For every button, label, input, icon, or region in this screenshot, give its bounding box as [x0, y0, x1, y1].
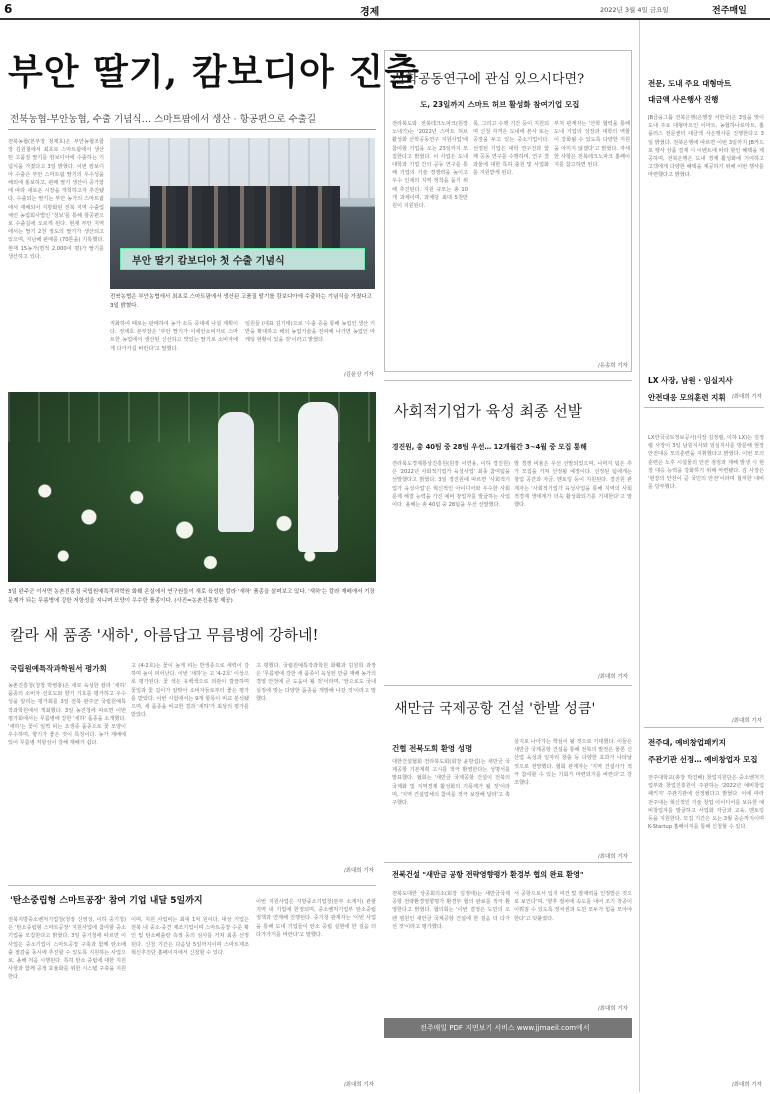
- lead-subhead: 전북농협-부안농협, 수출 기념식… 스마트팜에서 생산 · 항공편으로 수출길: [10, 114, 317, 125]
- airport-byline: /최대희 기자: [597, 854, 628, 860]
- people-group: [150, 186, 340, 248]
- sidebar: [640, 72, 766, 1092]
- airport-rule: [384, 685, 632, 686]
- sidebar-rule-1: [644, 407, 764, 408]
- page-number: 6: [4, 2, 13, 16]
- lead-headline: 부안 딸기, 캄보디아 진출: [8, 51, 420, 93]
- flower-photo: [8, 392, 376, 582]
- sidebar-2-byline: /최대희 기자: [731, 718, 762, 724]
- engineering-byline: /최대희 기자: [597, 1006, 628, 1012]
- airport-subhead: 건협 전북도회 환영 성명: [392, 744, 473, 753]
- engineering-rule: [384, 862, 632, 863]
- masthead: [0, 0, 770, 20]
- engineering-headline: 전북건설 "새만금 공항 전략영향평가 환경부 협의 완료 환영": [392, 870, 584, 879]
- section-label: 경제: [360, 7, 380, 18]
- sidebar-3-title: 전주대, 예비창업패키지: [648, 738, 726, 747]
- carbon-col-1: 전북지방중소벤처기업청(청장 신영성, 이하 중기청)은 '탄소중립형 스마트공장' 지원사업에 참여할 중소기업을 모집한다고 밝혔다. 3일 중기청에 따르면 이 사업은 중소기업이 스마트공장 구축과 함께 탄소배출 절감을 동시에 추진할 수 있도록 지원하는 사업으로, 올해 처음 시행된다. 특히 탄소 중립에 대한 지원사항과 함께 공정 효율화를 위한 시스템 구축을 지원한다.: [8, 917, 126, 981]
- researcher-figure: [218, 412, 254, 532]
- lead-col-1: 전북농협(본부장 정재호)은 부안농협조합장 김원철에서 최초로 스마트팜에서 생산된 고품질 딸기를 캄보디아에 수출하는 기념식을 가졌다고 3일 밝혔다. 이번 캄보디아 수출은 부안 스마트팜 딸기의 우수성을 해외에 홍보하고, 판매 딸기 생산이 증가함에 따라 새로운 시장을 개척하고자 추진됐다. 수출되는 딸기는 부안 농가의 스마트팜에서 재배되어 지방화된 전북 지역 수출업체인 농업회사법인 '청보'를 통해 항공편으로 수출길에 오르게 된다. 현재 부안 지역에서는 딸기 2천 정도의 딸기가 생산되고 있으며, 지난해 판매를 (70톤을) 기록했다. 현재 15농가(면적 2,000여 평)가 딸기를 생산하고 있다.: [8, 139, 104, 260]
- lead-photo-banner: 부안 딸기 캄보디아 첫 수출 기념식: [132, 256, 285, 267]
- footer-text: 전주매일 PDF 지면보기 서비스 www.jjmaeil.com에서: [420, 1024, 590, 1032]
- sidebar-3-byline: /최대희 기자: [731, 1082, 762, 1088]
- carbon-col-3: 이번 지원사업은 지방중소기업청(본부 소재지) 관할 지역 내 기업에 한정되며, 중소벤처기업부 탄소중립 정책과 연계해 진행된다. 중기청 관계자는 '이번 사업을 통해 도내 기업들이 탄소 중립 실현에 한 걸음 더 다가가기를 바란다'고 말했다.: [256, 899, 376, 938]
- research-byline: /유송희 기자: [597, 363, 628, 369]
- social-headline: 사회적기업가 육성 최종 선발: [394, 402, 583, 420]
- carbon-headline: '탄소중립형 스마트공장' 참여 기업 내달 5일까지: [10, 896, 203, 906]
- research-col-2: 목, 그리고 수행 기간 등이 지원되며 신청 자격은 도내에 본사 또는 공장을 두고 있는 중소기업이다. 선정된 기업은 대학 연구진과 함께 공동 연구를 수행하며, 연구 결과물에 대한 특허 출원 및 사업화를 지원받게 된다.: [473, 121, 549, 177]
- issue-date: 2022년 3월 4일 금요일: [600, 6, 669, 14]
- carbon-rule: [8, 885, 376, 886]
- social-col-2: 발 경쟁 비율은 우선 선발되었으며, 나머지 팀은 추가 모집을 거쳐 선정될 예정이다. 선정된 팀에게는 창업 공간과 자금, 멘토링 등이 지원된다. 경진원 관계자는 '사회적기업가 육성사업을 통해 지역의 사회적경제 생태계가 더욱 활성화되기를 기대한다'고 말했다.: [514, 461, 632, 509]
- engineering-col-2: 서 공항으로서 입지 여건 및 잠재력을 인정받은 것으로 보인다'며, '향후 절차에 속도를 내어 조기 착공이 이뤄질 수 있도록 정치권과 도민 모두가 힘을 모아야 한다'고 덧붙였다.: [514, 891, 632, 922]
- sidebar-2-body: LX한국국토정보공사(사장 김정렬, 이하 LX)는 김정렬 사장이 3일 남원지사와 임실지사를 방문해 현장안전대응 모의훈련을 지휘했다고 밝혔다. 이번 모의훈련은 노후 시설물의 안전 점검과 재해 발생 시 현장 대응 능력을 강화하기 위해 마련됐다. 김 사장은 '현장의 안전이 곧 국민의 안전'이라며 철저한 대비를 당부했다.: [648, 435, 764, 491]
- sidebar-3-subtitle: 주관기관 선정… 예비창업자 모집: [648, 755, 758, 764]
- social-rule: [384, 380, 632, 381]
- flower-col-1: 농촌진흥청(청장 박병홍)은 새로 육성한 칼라 '새하' 품종의 소비자 선호도와 향기 기호를 평가하고 우수성을 알리는 평가회를 3일 전북 완주군 국립원예특작과학원에서 개최했다. 3일 농진청에 따르면 이번 평가회에서는 무름병에 강한 '새하' 품종을 소개했다. '새하'는 꽃이 일찍 피는 조생종 품종으로 꽃 모양이 우수하며, 향기가 좋은 것이 특징이다. 농가 재배에 있어 무름병 저항성이 강해 재배가 쉽다.: [8, 683, 126, 747]
- masthead-rule: [0, 18, 770, 20]
- lead-col-3: 임원들 (대표 김기태)으로 '수출 증을 통해 농업인 생산 기반을 확대하고 해외 농업기술을 전파해 나가면 농업인 마케팅 현황이 있을 것'이라고 밝혔다.: [245, 321, 375, 344]
- carbon-byline: /최대희 기자: [343, 1082, 374, 1088]
- footer-banner: [384, 1018, 632, 1038]
- social-col-1: 전라북도경제통상진흥원(원장 이연용, 이하 경진원)은 '2022년 사회적기업가 육성사업' 최종 참여팀을 선발했다고 밝혔다. 3일 경진원에 따르면 '사회적기업가 육성사업'은 혁신적인 아이디어와 우수한 사회 문제 해결 능력을 가진 예비 창업자를 발굴하는 사업이다. 올해는 총 40팀 중 28팀을 우선 선발했다.: [392, 461, 510, 509]
- paper-name: 전주매일: [712, 6, 747, 16]
- engineering-col-1: 전북도대한 상공회의소(회장 김정태)는 새만금국제공항 전략환경영향평가 환경부 협의 완료를 적극 환영한다고 밝혔다. 협의회는 '이번 결정은 도민의 오랜 염원인 새만금 국제공항 건설에 한 걸음 더 다가선 것'이라고 평가했다.: [392, 891, 510, 930]
- airport-headline: 새만금 국제공항 건설 '한발 성큼': [394, 701, 596, 717]
- sidebar-rule-2: [644, 727, 764, 728]
- sidebar-3-body: 전주대학교(총장 박진배) 창업지원단은 중소벤처기업부와 창업진흥원이 주관하는 '2022년 예비창업패키지' 주관기관에 선정됐다고 밝혔다. 이에 따라 전주대는 혁신적인 기술 창업 아이디어를 보유한 예비창업자를 발굴하고 사업화 자금과 교육, 멘토링 등을 지원한다. 모집 기간은 오는 3월 중순까지이며 K-Startup 홈페이지를 통해 신청할 수 있다.: [648, 775, 764, 831]
- sidebar-1-byline: /최대희 기자: [731, 394, 762, 400]
- airport-col-2: 살지로 나아가는 핵심이 될 것으로 기대했다. 이들은 새만금 국제공항 건설을 통해 전북의 발전은 물론 신산업 육성과 일자리 창출 등 다양한 효과가 나타날 것으로 전망했다. 협회 관계자는 '지역 건설사가 적극 참여할 수 있는 기회가 마련되기를 바란다'고 강조했다.: [514, 739, 632, 787]
- lead-photo: [110, 138, 375, 289]
- flower-subhead: 국립원예특작과학원서 평가회: [10, 664, 107, 673]
- flower-byline: /최대희 기자: [343, 868, 374, 874]
- research-col-3: 부처 관계자는 '산학 협력을 통해 도내 기업의 성장과 대학의 역할이 강화될 수 있도록 다양한 지원을 아끼지 않겠다'고 밝혔다. 자세한 사항은 전북테크노파크 홈페이지를 참고하면 된다.: [554, 121, 630, 169]
- sidebar-2-subtitle: 안전대응 모의훈련 지휘: [648, 393, 726, 402]
- sidebar-2-title: LX 사장, 남원 · 임실지사: [648, 376, 733, 385]
- lead-byline: /김윤상 기자: [343, 372, 374, 378]
- flower-col-3: 고 평했다. 국립원예특작과학원 화훼과 김원희 과장은 '무름병에 강한 새 품종이 육성된 만큼 재배 농가의 경영 안정에 큰 도움이 될 것'이라며, '앞으로도 국내 실정에 맞는 다양한 품종을 개발해 나갈 것'이라고 말했다.: [256, 663, 376, 702]
- sidebar-1-subtitle: 대금액 사은행사 진행: [648, 95, 719, 104]
- carbon-col-2: 이며, 지원 사업비는 최대 1억 원이다. 대상 기업은 전북 내 중소·중견 제조기업이며 스마트공장 수준 확인 및 탄소배출량 측정 등의 심사를 거쳐 최종 선정된다. 신청 기간은 다음달 5일까지이며 스마트제조혁신추진단 홈페이지에서 신청할 수 있다.: [131, 917, 249, 956]
- social-subhead: 경진원, 총 40팀 중 28팀 우선… 12개월간 3~4월 중 모집 통해: [392, 443, 587, 451]
- sidebar-divider: [639, 20, 640, 1092]
- sidebar-1-body: JB금융그룹 전북은행(은행장 서한국)은 3일을 맞이 도내 주요 대형마트인 이마트, 농협하나로마트, 홈플러스 전문센터 대금액 사은행사를 진행한다고 3일 밝혔다. 전북은행에 따르면 이번 3일까지 JB카드로 행사 상품 결제 시 이벤트에 따라 할인 혜택을 제공하며, 전북은행은 도내 경제 활성화에 기여하고 고객에게 다양한 혜택을 제공하기 위해 이번 행사를 마련했다고 밝혔다.: [648, 115, 764, 179]
- researcher-figure-2: [298, 402, 338, 552]
- flower-headline: 칼라 새 품종 '새하', 아름답고 무름병에 강하네!: [10, 626, 319, 644]
- social-byline: /최대희 기자: [597, 674, 628, 680]
- lead-col-2: 직화하여 때로는 판매하여 농가 소득 증대에 나설 계획이다. 정재호 본부장은 '부안 딸기가 아세안소비자로 스마트한 농업에서 생산된 신선하고 맛있는 딸기로 소비자에게 다가가길 바란다'고 말했다.: [110, 321, 238, 352]
- airport-col-1: 대한건설협회 전라북도회(회장 윤방섭)는 새만금 국제공항 기본계획 고시를 적극 환영한다는 성명서를 발표했다. 협회는 '새만금 국제공항 건설이 전북의 국제화 및 지역경제 활성화의 기폭제가 될 것'이라며, '지역 건설업체의 참여를 적극 보장해 달라'고 촉구했다.: [392, 759, 510, 807]
- sidebar-1-title: 전문, 도내 주요 대형마트: [648, 79, 732, 88]
- flower-photo-caption: 3일 완주군 이서면 농촌진흥청 국립원예특작과학원 화훼 온실에서 연구원들이 새로 육성한 칼라 '새하' 품종을 살펴보고 있다. '새하'는 칼라 재배에서 기장 문제가 되는 무름병에 강한 저항성을 지니며 모양이 우수한 품종이다. (사진=농촌진흥청 제공): [8, 589, 375, 604]
- research-headline: 산학공동연구에 관심 있으시다면?: [393, 72, 585, 87]
- lead-photo-caption: 전북농협은 부안농협에서 최초로 스마트팜에서 생산된 고품질 딸기를 캄보디아에 수출하는 기념식을 가졌다고 3일 밝혔다.: [110, 294, 372, 309]
- flower-col-2: 고 (4-2호)는 꽃이 높게 피는 반생종으로 세력이 강하며 높이 피어난다. 이번 '새하'는 고 '4-2호' 이상으로 평가된다. 꽃 색은 유백색으로 외관이 깔끔하며 꽃잎과 꽃 길이가 알맞아 소비자들로부터 좋은 평가를 받았다. 이번 시험에서는 9개 항목이 비교 분석됐으며, 세 품종을 비교한 결과 '새하'가 최상의 평가를 받았다.: [131, 663, 249, 719]
- lead-rule: [8, 129, 376, 130]
- research-col-1: 전라북도와 전북테크노파크(원장 노내기)는 '2022년 스마트 허브 활성화 산학공동연구 지원사업'에 참여할 기업을 오는 23일까지 모집한다고 밝혔다. 이 사업은 도내 대학과 기업 간의 공동 연구를 통해 기업의 기술 경쟁력을 높이고 우수 인재의 지역 정착을 돕기 위해 추진된다. 지원 규모는 총 10개 과제이며, 과제당 최대 5천만 원이 지원된다.: [392, 121, 468, 210]
- research-subhead: 도, 23일까지 스마트 허브 활성화 참여기업 모집: [420, 100, 580, 109]
